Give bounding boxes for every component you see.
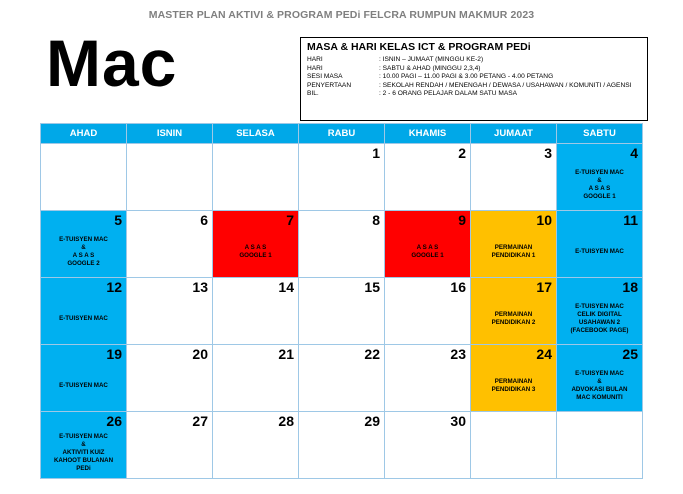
calendar-day-cell	[557, 412, 643, 479]
event-text: A S A S GOOGLE 1	[411, 244, 444, 259]
weekday-header-row	[41, 124, 643, 144]
calendar-day-cell	[385, 211, 471, 278]
info-key: HARI	[307, 56, 323, 63]
day-number: 3	[544, 145, 552, 161]
day-number: 12	[106, 279, 122, 295]
day-number: 2	[458, 145, 466, 161]
weekday-header: SABTU	[557, 124, 643, 144]
document-title: MASTER PLAN AKTIVI & PROGRAM PEDi FELCRA RUMPUN MAKMUR 2023	[148, 9, 535, 21]
calendar-day-cell	[127, 345, 213, 412]
calendar-day-cell	[127, 278, 213, 345]
calendar-day-cell	[41, 412, 127, 479]
weekday-header: KHAMIS	[385, 124, 471, 144]
info-row	[301, 65, 647, 74]
calendar-week-row	[41, 278, 643, 345]
calendar-day-cell	[471, 278, 557, 345]
info-box	[300, 37, 648, 121]
day-number: 20	[192, 346, 208, 362]
day-number: 24	[536, 346, 552, 362]
calendar-day-cell	[557, 211, 643, 278]
calendar-day-cell	[299, 144, 385, 211]
info-key: SESI MASA	[307, 73, 343, 81]
calendar-day-cell	[213, 144, 299, 211]
info-key: BIL.	[307, 90, 319, 98]
day-number: 4	[630, 145, 638, 161]
info-value: : SEKOLAH RENDAH / MENENGAH / DEWASA / USAHAWAN / KOMUNITI / AGENSI	[379, 81, 632, 89]
calendar-day-cell	[299, 345, 385, 412]
calendar-day-cell	[41, 278, 127, 345]
weekday-header: ISNIN	[127, 124, 213, 144]
event-text: PERMAINAN PENDIDIKAN 1	[491, 244, 536, 259]
calendar-day-cell	[213, 278, 299, 345]
day-number: 7	[286, 212, 294, 228]
calendar-day-cell	[127, 211, 213, 278]
event-text: E-TUISYEN MAC	[59, 315, 108, 322]
calendar-day-cell	[385, 144, 471, 211]
info-value: : 10.00 PAGI – 11.00 PAGI & 3.00 PETANG - 4.00 PETANG	[379, 73, 554, 81]
info-value: : ISNIN – JUMAAT (MINGGU KE-2)	[379, 56, 484, 63]
calendar-day-cell	[471, 144, 557, 211]
info-box-title: MASA & HARI KELAS ICT & PROGRAM PEDi	[307, 41, 531, 53]
event-text: E-TUISYEN MAC & A S A S GOOGLE 1	[575, 169, 624, 200]
calendar-day-cell	[299, 211, 385, 278]
info-key: HARI	[307, 64, 323, 72]
event-text: A S A S GOOGLE 1	[239, 244, 272, 259]
calendar-day-cell	[213, 211, 299, 278]
calendar-day-cell	[557, 345, 643, 412]
info-row	[301, 56, 647, 65]
event-text: E-TUISYEN MAC CELIK DIGITAL USAHAWAN 2 (FACEBOOK PAGE)	[570, 303, 629, 334]
info-row	[301, 73, 647, 82]
calendar-day-cell	[471, 345, 557, 412]
day-number: 8	[372, 212, 380, 228]
day-number: 26	[106, 413, 122, 429]
weekday-header: RABU	[299, 124, 385, 144]
month-heading: Mac	[46, 26, 178, 100]
day-number: 29	[364, 413, 380, 429]
calendar-day-cell	[213, 345, 299, 412]
day-number: 1	[372, 145, 380, 161]
info-row	[301, 82, 647, 91]
day-number: 18	[622, 279, 638, 295]
calendar-day-cell	[299, 278, 385, 345]
calendar-day-cell	[385, 345, 471, 412]
day-number: 13	[192, 279, 208, 295]
calendar-day-cell	[471, 211, 557, 278]
day-number: 21	[278, 346, 294, 362]
info-value: : SABTU & AHAD (MINGGU 2,3,4)	[379, 64, 481, 72]
day-number: 17	[536, 279, 552, 295]
day-number: 10	[536, 212, 552, 228]
calendar-week-row	[41, 412, 643, 479]
weekday-header: JUMAAT	[471, 124, 557, 144]
event-text: E-TUISYEN MAC & ADVOKASI BULAN MAC KOMUNITI	[571, 370, 628, 401]
day-number: 25	[622, 346, 638, 362]
day-number: 30	[450, 413, 466, 429]
calendar-table	[40, 123, 643, 479]
calendar-week-row	[41, 211, 643, 278]
day-number: 15	[364, 279, 380, 295]
event-text: PERMAINAN PENDIDIKAN 2	[491, 311, 536, 326]
day-number: 27	[192, 413, 208, 429]
calendar-day-cell	[299, 412, 385, 479]
calendar-day-cell	[385, 278, 471, 345]
day-number: 16	[450, 279, 466, 295]
day-number: 14	[278, 279, 294, 295]
day-number: 6	[200, 212, 208, 228]
day-number: 11	[623, 212, 638, 228]
day-number: 5	[114, 212, 122, 228]
calendar-week-row	[41, 144, 643, 211]
event-text: E-TUISYEN MAC	[59, 382, 108, 389]
event-text: E-TUISYEN MAC & A S A S GOOGLE 2	[59, 236, 108, 267]
event-text: E-TUISYEN MAC & AKTIVITI KUIZ KAHOOT BULANAN PEDi	[53, 433, 114, 472]
day-number: 9	[458, 212, 466, 228]
calendar-day-cell	[41, 211, 127, 278]
day-number: 23	[450, 346, 466, 362]
day-number: 22	[364, 346, 380, 362]
calendar-day-cell	[213, 412, 299, 479]
calendar-day-cell	[127, 144, 213, 211]
info-key: PENYERTAAN	[307, 81, 352, 89]
calendar-day-cell	[41, 345, 127, 412]
event-text: PERMAINAN PENDIDIKAN 3	[491, 378, 536, 393]
info-row	[301, 90, 647, 99]
calendar-week-row	[41, 345, 643, 412]
calendar-day-cell	[385, 412, 471, 479]
calendar-day-cell	[557, 144, 643, 211]
calendar-day-cell	[127, 412, 213, 479]
day-number: 28	[278, 413, 294, 429]
calendar-day-cell	[471, 412, 557, 479]
calendar-body	[41, 144, 643, 479]
calendar-day-cell	[41, 144, 127, 211]
weekday-header: AHAD	[41, 124, 127, 144]
day-number: 19	[106, 346, 122, 362]
calendar-day-cell	[557, 278, 643, 345]
event-text: E-TUISYEN MAC	[575, 248, 624, 255]
weekday-header: SELASA	[213, 124, 299, 144]
info-value: : 2 - 6 ORANG PELAJAR DALAM SATU MASA	[379, 90, 518, 98]
